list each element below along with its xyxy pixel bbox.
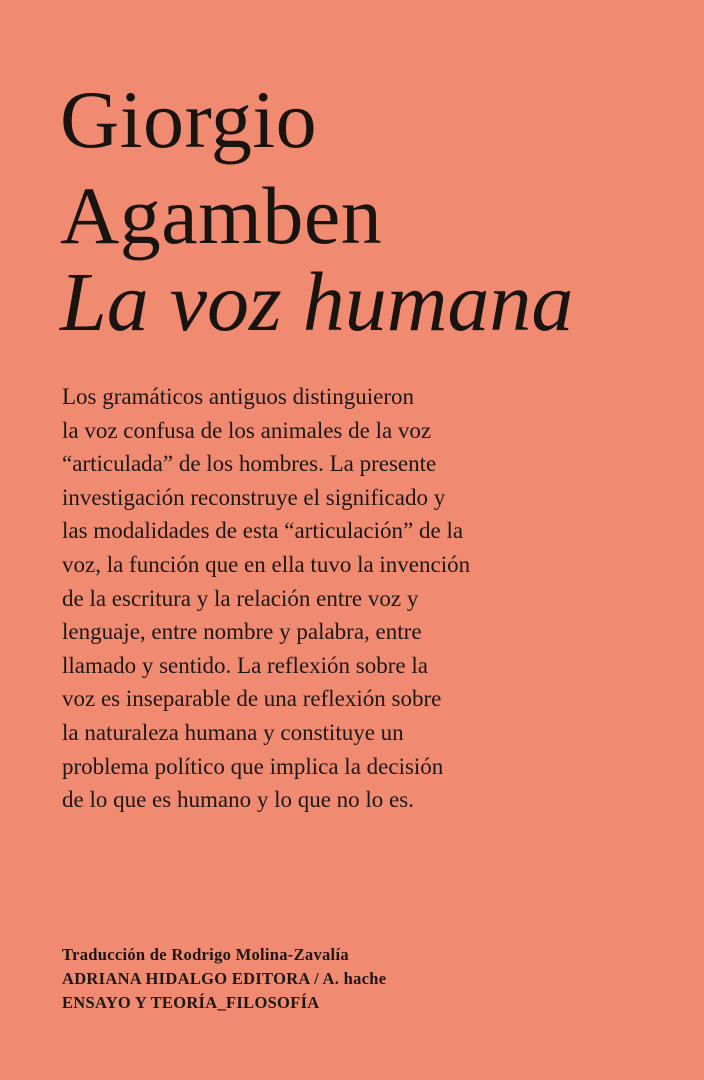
author-name xyxy=(60,72,382,264)
book-blurb xyxy=(62,380,532,817)
publication-credits xyxy=(62,943,386,1015)
blurb-line: de la escritura y la relación entre voz y xyxy=(62,585,419,611)
translator-credit: Traducción de Rodrigo Molina-Zavalía xyxy=(62,945,349,964)
blurb-line: lenguaje, entre nombre y palabra, entre xyxy=(62,619,422,645)
author-first-name: Giorgio xyxy=(60,74,318,165)
blurb-line: de lo que es humano y lo que no lo es. xyxy=(62,787,414,813)
blurb-line: Los gramáticos antiguos distinguieron xyxy=(62,384,414,409)
blurb-line: voz es inseparable de una reflexión sobre xyxy=(62,686,442,712)
publisher-credit: ADRIANA HIDALGO EDITORA / A. hache xyxy=(62,969,387,988)
collection-credit: ENSAYO Y TEORÍA_FILOSOFÍA xyxy=(62,993,320,1012)
blurb-line: voz, la función que en ella tuvo la invención xyxy=(62,551,471,577)
blurb-line: investigación reconstruye el significado y xyxy=(62,484,446,510)
author-last-name: Agamben xyxy=(60,170,383,261)
blurb-line: la voz confusa de los animales de la voz xyxy=(62,417,432,443)
blurb-line: “articulada” de los hombres. La presente xyxy=(62,451,437,477)
blurb-line: la naturaleza humana y constituye un xyxy=(62,719,404,745)
blurb-line: llamado y sentido. La reflexión sobre la xyxy=(62,652,428,678)
blurb-line: las modalidades de esta “articulación” de la xyxy=(62,518,464,544)
book-title: La voz humana xyxy=(60,256,574,349)
blurb-line: problema político que implica la decisión xyxy=(62,753,444,779)
